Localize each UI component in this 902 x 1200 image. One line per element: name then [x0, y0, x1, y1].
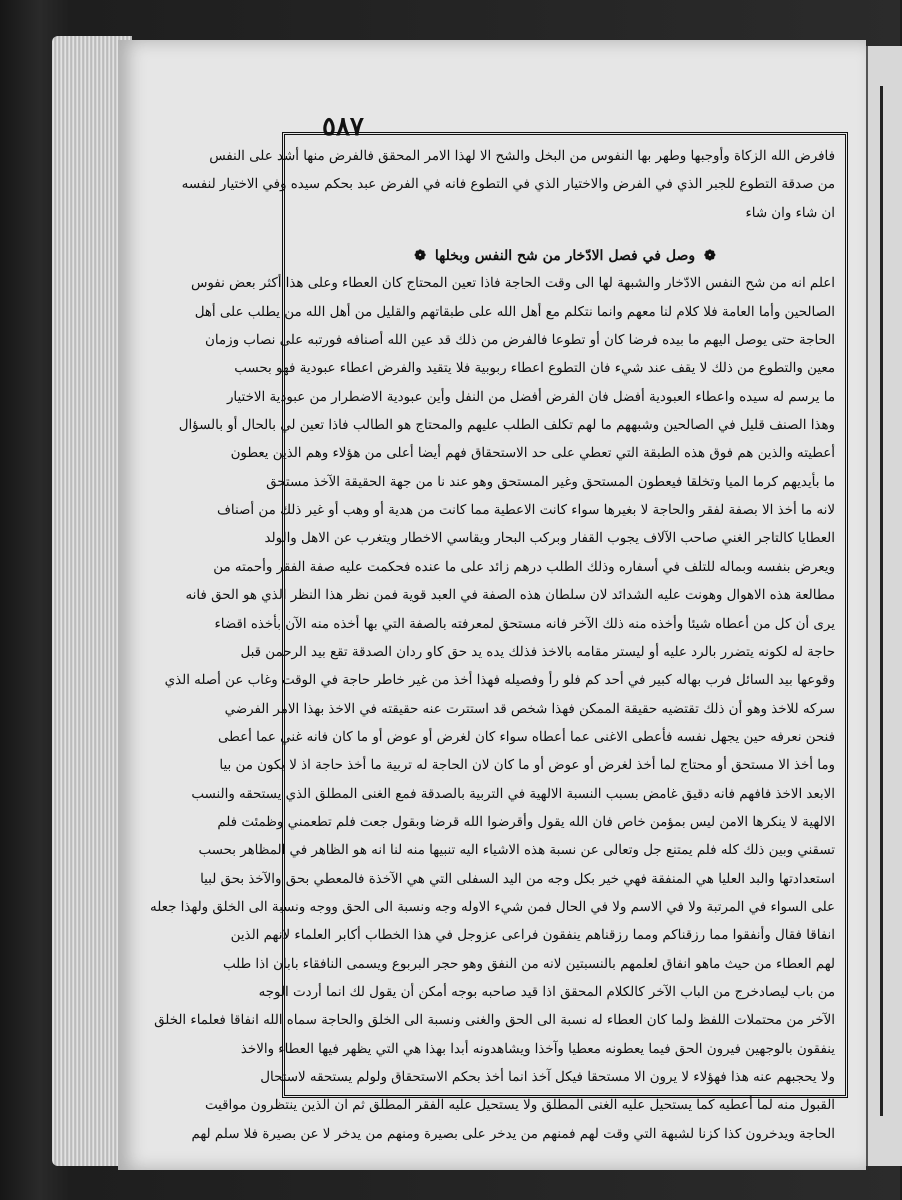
- section-heading: [295, 242, 835, 270]
- text-line: الحاجة ويدخرون كذا كزنا لشبهة التي وقت لهم فمنهم من يدخر على بصيرة ومنهم من يدخر لا عن بصيرة فلا سلم لهم: [191, 1126, 835, 1142]
- text-line: اعلم انه من شح النفس الادّخار والشبهة لها الى وقت الحاجة فاذا تعين المحتاج كان العطاء وعلى هذا أكثر بعض نفوس: [191, 276, 835, 292]
- text-line: وهذا الصنف قليل في الصالحين وشبههم ما لهم تكلف الطلب عليهم والمحتاج هو الطالب فاذا تعين لي بالحال أو بالسؤال: [178, 418, 835, 434]
- text-line: معين والتطوع من ذلك لا يقف عند شيء فان التطوع اعطاء ربوبية فلا يتقيد والفرض اعطاء عبودية فهو بحسب: [234, 361, 835, 377]
- text-line: العطايا كالتاجر الغني صاحب الآلاف يجوب القفار وبركب البحار ويقاسي الاخطار ويتغرب عن الاهل والولد: [264, 531, 835, 547]
- facing-page-border: [880, 86, 883, 1116]
- text-line: يرى أن كل من أعطاه شيئا وأخذه منه ذلك الآخر فانه مستحق لمعرفته بالصفة التي بها أخذه منه الآن بأخذه اقضاء: [214, 616, 835, 632]
- opening-paragraph: [181, 143, 835, 228]
- text-line: الالهية لا ينكرها الامن ليس بمؤمن خاص فان الله يقول وأقرضوا الله قرضا وبقول جعت فلم تطعمني وظمئت فلم: [217, 814, 835, 830]
- text-line: لهم العطاء من حيث ماهو انفاق لعلمهم بالنسبتين لانه من النفق وهو حجر البربوع ويسمى النافقاء بابان اذا طلب: [222, 956, 835, 972]
- text-line: مطالعة هذه الاهوال وهونت عليه الشدائد لان سلطان هذه الصفة في العبد قوية فمن نظر هذا النظر الذي هو الحق فانه: [185, 588, 835, 604]
- text-line: أعطيته والذين هم فوق هذه الطبقة التي تعطي على حد الاستحقاق فهم أيضا أعلى من هؤلاء وهم الذين يعطون: [230, 446, 835, 462]
- text-line: الآخر من محتملات اللفظ ولما كان العطاء له نسبة الى الحق والغنى ونسبة الى الخلق والحاجة سماه الله انفاقا فعلماء الخلق: [154, 1013, 835, 1029]
- text-line: ينفقون بالوجهين فيرون الحق فيما يعطونه معطيا وآخذا ويشاهدونه أبدا بهذا هي التي يظهر فيها العطاء والاخذ: [240, 1041, 835, 1057]
- text-line: فافرض الله الزكاة وأوجبها وطهر بها النفوس من البخل والشح الا لهذا الامر المحقق فالفرض منها أشد على النفس: [209, 149, 835, 164]
- text-line: وما أخذ الا مستحق أو محتاج لما أخذ لغرض أو عوض أو ما كان لان الحاجة له تربية ما أخذ حاجة اذ لا يكون من بيا: [219, 758, 835, 774]
- text-line: ما يرسم له سيده واعطاء العبودية أفضل فان الفرض أفضل من النفل وأين عبودية الاضطرار من عبودية الاختيار: [226, 389, 835, 405]
- text-line: ان شاء وان شاء: [745, 205, 835, 221]
- section-heading-text: وصل في فصل الادّخار من شح النفس وبخلها: [434, 248, 696, 265]
- text-line: ويعرض بنفسه وبماله للتلف في أسفاره وذلك الطلب درهم زائد على ما عنده فحكمت عليه صفة الفقر وأحمته من: [213, 559, 835, 575]
- text-line: تسقني وبين ذلك كله فلم يمتنع جل وتعالى عن نسبة هذه الاشياء اليه تنبيها منه لنا انه هو الظاهر في المظاهر بحسب: [198, 843, 835, 859]
- text-line: انفاقا فقال وأنفقوا مما رزقناكم ومما رزقناهم ينفقون فراعى عزوجل في هذا الخطاب أكابر العلماء لانهم الذين: [230, 928, 835, 944]
- text-line: القبول منه لما أعطيه كما يستحيل عليه الغنى المطلق ولا يستحيل عليه الفقر المطلق ثم ان الذين ينتظرون مواقيت: [204, 1098, 835, 1114]
- text-line: على السواء في المرتبة ولا في الاسم ولا في الحال فمن شيء الاوله وجه ونسبة الى الحق ووجه ونسبة الى الخلق ولهذا جعله: [150, 899, 835, 915]
- text-line: سركه للاخذ وهو أن ذلك تقتضيه حقيقة الممكن فهذا شخص قد استترت عنه حقيقته في الاخذ بهذا الامر الفرضي: [224, 701, 835, 717]
- text-line: استعدادتها والبد العليا هي المنفقة فهي خير بكل وجه من اليد السفلى التي هي الآخذة فالمعطي بحق والآخذ بحق لبيا: [200, 871, 835, 887]
- text-line: ولا يحجبهم عنه هذا فهؤلاء لا يرون الا مستحقا فيكل آخذ انما أخذ بحكم الاستحقاق ولولم يستحقه لاستحال: [260, 1070, 835, 1085]
- text-line: حاجة له لكونه يتضرر بالرد عليه أو ليستر مقامه بالاخذ فذلك يده يد حق كاو ردان الصدقة تقع بيد الرحمن قبل: [240, 644, 835, 660]
- main-paragraph: [150, 270, 835, 1149]
- page-number: ٥٨٧: [322, 112, 364, 142]
- ornament-right-icon: ❁: [414, 248, 426, 265]
- text-frame: [150, 132, 848, 1142]
- text-line: الابعد الاخذ فافهم فانه دقيق غامض بسبب النسبة الالهية في التربية بالصدقة فمع الغنى المطلق الذي يستحقه والنسب: [191, 786, 835, 802]
- text-line: من باب ليصادخرج من الباب الآخر كالكلام المحقق اذا قيد صاحبه بوجه أمكن أن يقول لك انما أردت الوجه: [258, 984, 835, 1000]
- text-line: لانه ما أخذ الا بصفة لفقر والحاجة لا بغيرها سواء كانت الاعطية مما كانت من هدية أو وهب أو غير ذلك من أصناف: [217, 503, 835, 519]
- text-line: الحاجة حتى يوصل اليهم ما بيده فرضا كان أو تطوعا فالفرض من ذلك قد عين الله أصنافه فورتبه على نصاب وزمان: [205, 333, 835, 349]
- text-line: الصالحين وأما العامة فلا كلام لنا معهم وانما نتكلم مع أهل الله على طبقاتهم والقليل من أهل الله من يطلب على أهل: [194, 304, 835, 320]
- ornament-left-icon: ❁: [704, 248, 716, 265]
- text-line: فنحن نعرفه حين يجهل نفسه فأعطى الاغنى عما أعطاه سواء كان لغرض أو عوض أو ما كان فانه غني عما أعطى: [218, 729, 835, 745]
- text-line: من صدقة التطوع للجبر الذي في الفرض والاختيار الذي في التطوع فانه في الفرض عبد بحكم سيده وفي الاختيار لنفسه: [181, 177, 835, 193]
- facing-page-fragment: [866, 46, 902, 1166]
- text-line: ما بأيديهم كرما الميا وتخلقا فيعطون المستحق وغير المستحق وهو عند نا من جهة الحقيقة الآخذ مستحق: [266, 474, 835, 490]
- paragraph-gap: [295, 228, 835, 242]
- text-line: وقوعها بيد السائل فرب بهاله كبير في أحد كم فلو رأ وفصيله فهذا أخذ من غير خاطر حاجة في الوقت وغاب عن أصله الذي: [164, 673, 835, 689]
